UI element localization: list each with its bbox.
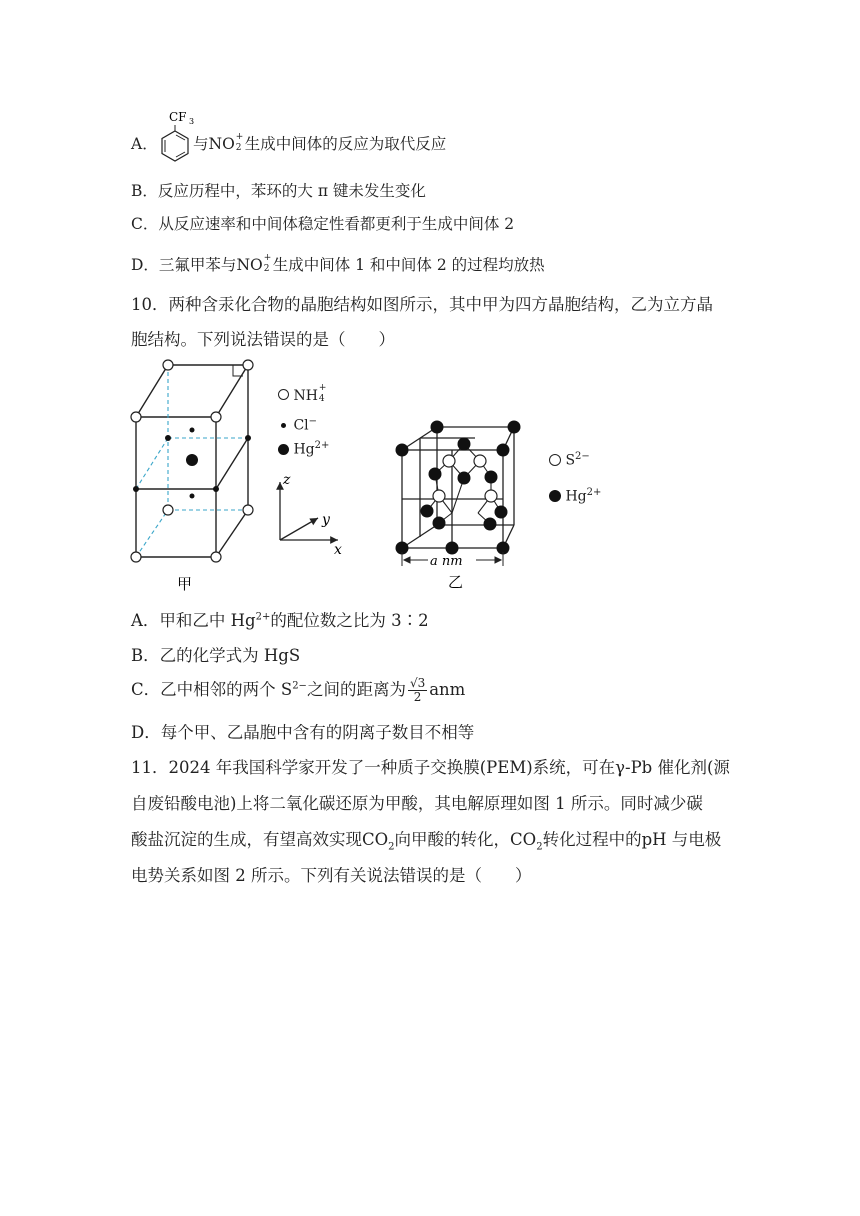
q11-line4: 电势关系如图 2 所示。下列有关说法错误的是（ ） bbox=[131, 866, 532, 885]
filled-circle-icon bbox=[549, 490, 561, 502]
q10-option-a: A．甲和乙中 $Hg^{2+}$的配位数之比为 3∶2 bbox=[131, 611, 429, 630]
q9-option-a-text: 与NO + 2 生成中间体的反应为取代反应 bbox=[193, 132, 447, 153]
q10-stem-line2: 胞结构。下列说法错误的是（ ） bbox=[131, 330, 395, 349]
axis-z-label: z bbox=[283, 472, 291, 488]
coordinate-axes bbox=[268, 470, 348, 560]
hollow-circle-icon bbox=[549, 454, 561, 466]
q11-line3: 酸盐沉淀的生成，有望高效实现$CO_2$向甲酸的转化，$CO_2$转化过程中的pH 与电极 bbox=[131, 830, 722, 853]
q10-option-c: C．乙中相邻的两个 $S^{2-}$之间的距离为 $\frac{√3}{2}$ anm bbox=[131, 676, 466, 704]
legend-jia bbox=[278, 383, 368, 468]
q11-line1: 11．2024 年我国科学家开发了一种质子交换膜(PEM)系统，可在γ-Pb 催化剂(源 bbox=[131, 758, 730, 777]
q10-option-b: B．乙的化学式为 HgS bbox=[131, 646, 301, 665]
legend-yi bbox=[549, 451, 629, 511]
label-jia: 甲 bbox=[177, 575, 193, 593]
filled-circle-icon bbox=[278, 444, 289, 455]
axis-y-label: y bbox=[322, 512, 330, 528]
legend-nh4: NH + 4 bbox=[278, 388, 328, 404]
label-yi: 乙 bbox=[448, 573, 464, 591]
dimension-label: a nm bbox=[430, 554, 463, 569]
q9-option-a-label: A． bbox=[131, 135, 158, 153]
cf3-label: CF bbox=[169, 110, 187, 124]
hollow-circle-icon bbox=[278, 389, 289, 400]
q9-option-b: B．反应历程中，苯环的大 π 键未发生变化 bbox=[131, 182, 426, 200]
q9-option-a bbox=[131, 108, 551, 168]
legend-hg: $Hg^{2+}$ bbox=[278, 440, 329, 458]
legend-s: $S^{2-}$ bbox=[549, 451, 590, 469]
q10-option-d: D．每个甲、乙晶胞中含有的阴离子数目不相等 bbox=[131, 723, 475, 742]
small-dot-icon bbox=[281, 423, 286, 428]
svg-text:3: 3 bbox=[189, 117, 195, 126]
q11-line2: 自废铅酸电池)上将二氧化碳还原为甲酸，其电解原理如图 1 所示。同时减少碳 bbox=[131, 794, 703, 813]
legend-hg2: $Hg^{2+}$ bbox=[549, 487, 601, 505]
fraction-sqrt3-over-2: $\frac{√3}{2}$ bbox=[409, 676, 426, 704]
q9-option-c: C．从反应速率和中间体稳定性看都更利于生成中间体 2 bbox=[131, 215, 515, 233]
q10-stem-line1: 10．两种含汞化合物的晶胞结构如图所示，其中甲为四方晶胞结构，乙为立方晶 bbox=[131, 295, 713, 314]
legend-cl: Cl− bbox=[278, 416, 317, 434]
axis-x-label: x bbox=[334, 542, 342, 558]
q9-option-d: D．三氟甲苯与NO + 2 生成中间体 1 和中间体 2 的过程均放热 bbox=[131, 253, 545, 274]
